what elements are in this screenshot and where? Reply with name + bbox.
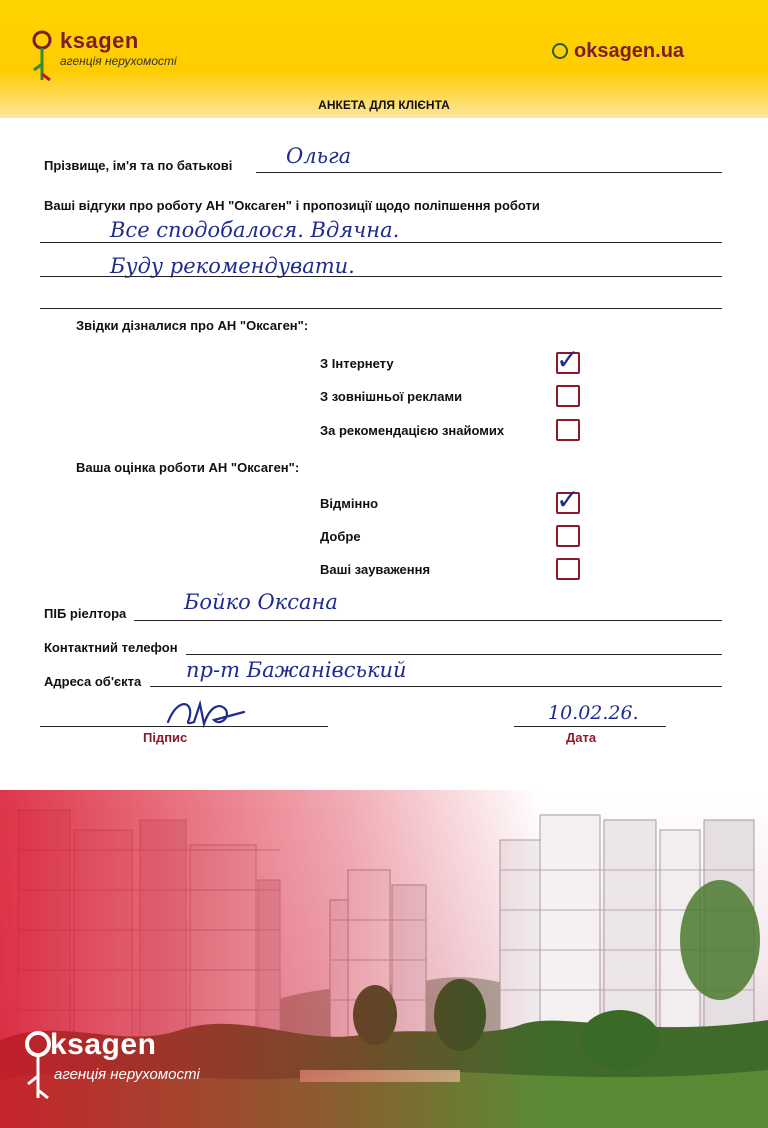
rating-option-good-label: Добре — [320, 529, 361, 544]
website-link[interactable] — [552, 40, 684, 63]
footer-brand-tagline: агенція нерухомості — [54, 1066, 200, 1083]
source-internet-checkbox[interactable] — [556, 343, 580, 376]
feedback-text-line1[interactable]: Все сподобалося. Вдячна. — [110, 218, 400, 242]
source-referral-checkbox[interactable] — [556, 419, 580, 441]
check-mark-icon: ✓ — [556, 483, 580, 516]
realtor-label: ПІБ ріелтора — [44, 606, 127, 621]
feedback-line-3 — [40, 308, 722, 309]
signature-label: Підпис — [143, 730, 188, 745]
footer-brand-name: ksagen — [50, 1028, 157, 1061]
feedback-text-line2[interactable]: Буду рекомендувати. — [110, 254, 355, 278]
address-value[interactable]: пр-т Бажанівський — [186, 658, 407, 682]
feedback-label: Ваші відгуки про роботу АН "Оксаген" і пропозиції щодо поліпшення роботи — [44, 198, 540, 213]
rating-excellent-checkbox[interactable] — [556, 483, 580, 516]
source-option-internet-label: З Інтернету — [320, 356, 394, 371]
source-ads-checkbox[interactable] — [556, 385, 580, 407]
phone-line — [186, 654, 722, 655]
source-option-ads-label: З зовнішньої реклами — [320, 389, 463, 404]
date-line — [514, 726, 666, 727]
brand-tagline: агенція нерухомості — [60, 54, 177, 68]
feedback-line-2 — [40, 276, 722, 277]
form-title: АНКЕТА ДЛЯ КЛІЄНТА — [318, 98, 450, 112]
full-name-label: Прізвище, ім'я та по батькові — [44, 158, 233, 173]
address-label: Адреса об'єкта — [44, 674, 142, 689]
signature-line — [40, 726, 328, 727]
rating-remarks-checkbox[interactable] — [556, 558, 580, 580]
check-mark-icon: ✓ — [556, 343, 580, 376]
rating-option-remarks-label: Ваші зауваження — [320, 562, 431, 577]
feedback-line-1 — [40, 242, 722, 243]
globe-icon — [552, 43, 568, 59]
website-text: oksagen.ua — [574, 40, 685, 62]
realtor-value[interactable]: Бойко Оксана — [184, 590, 338, 614]
realtor-line — [134, 620, 722, 621]
address-line — [150, 686, 722, 687]
brand-name: ksagen — [60, 28, 139, 53]
rating-good-checkbox[interactable] — [556, 525, 580, 547]
full-name-line — [256, 172, 722, 173]
keys-icon — [30, 30, 54, 86]
rating-option-excellent-label: Відмінно — [320, 496, 379, 511]
source-option-referral-label: За рекомендацією знайомих — [320, 423, 505, 438]
rating-label: Ваша оцінка роботи АН "Оксаген": — [76, 460, 300, 475]
full-name-value[interactable]: Ольга — [286, 144, 352, 168]
date-value[interactable]: 10.02.26. — [548, 702, 639, 724]
footer-logo — [24, 1028, 224, 1108]
source-label: Звідки дізналися про АН "Оксаген": — [76, 318, 309, 333]
phone-label: Контактний телефон — [44, 640, 178, 655]
brand-logo — [22, 22, 192, 92]
date-label: Дата — [566, 730, 597, 745]
keys-icon — [24, 1030, 52, 1104]
